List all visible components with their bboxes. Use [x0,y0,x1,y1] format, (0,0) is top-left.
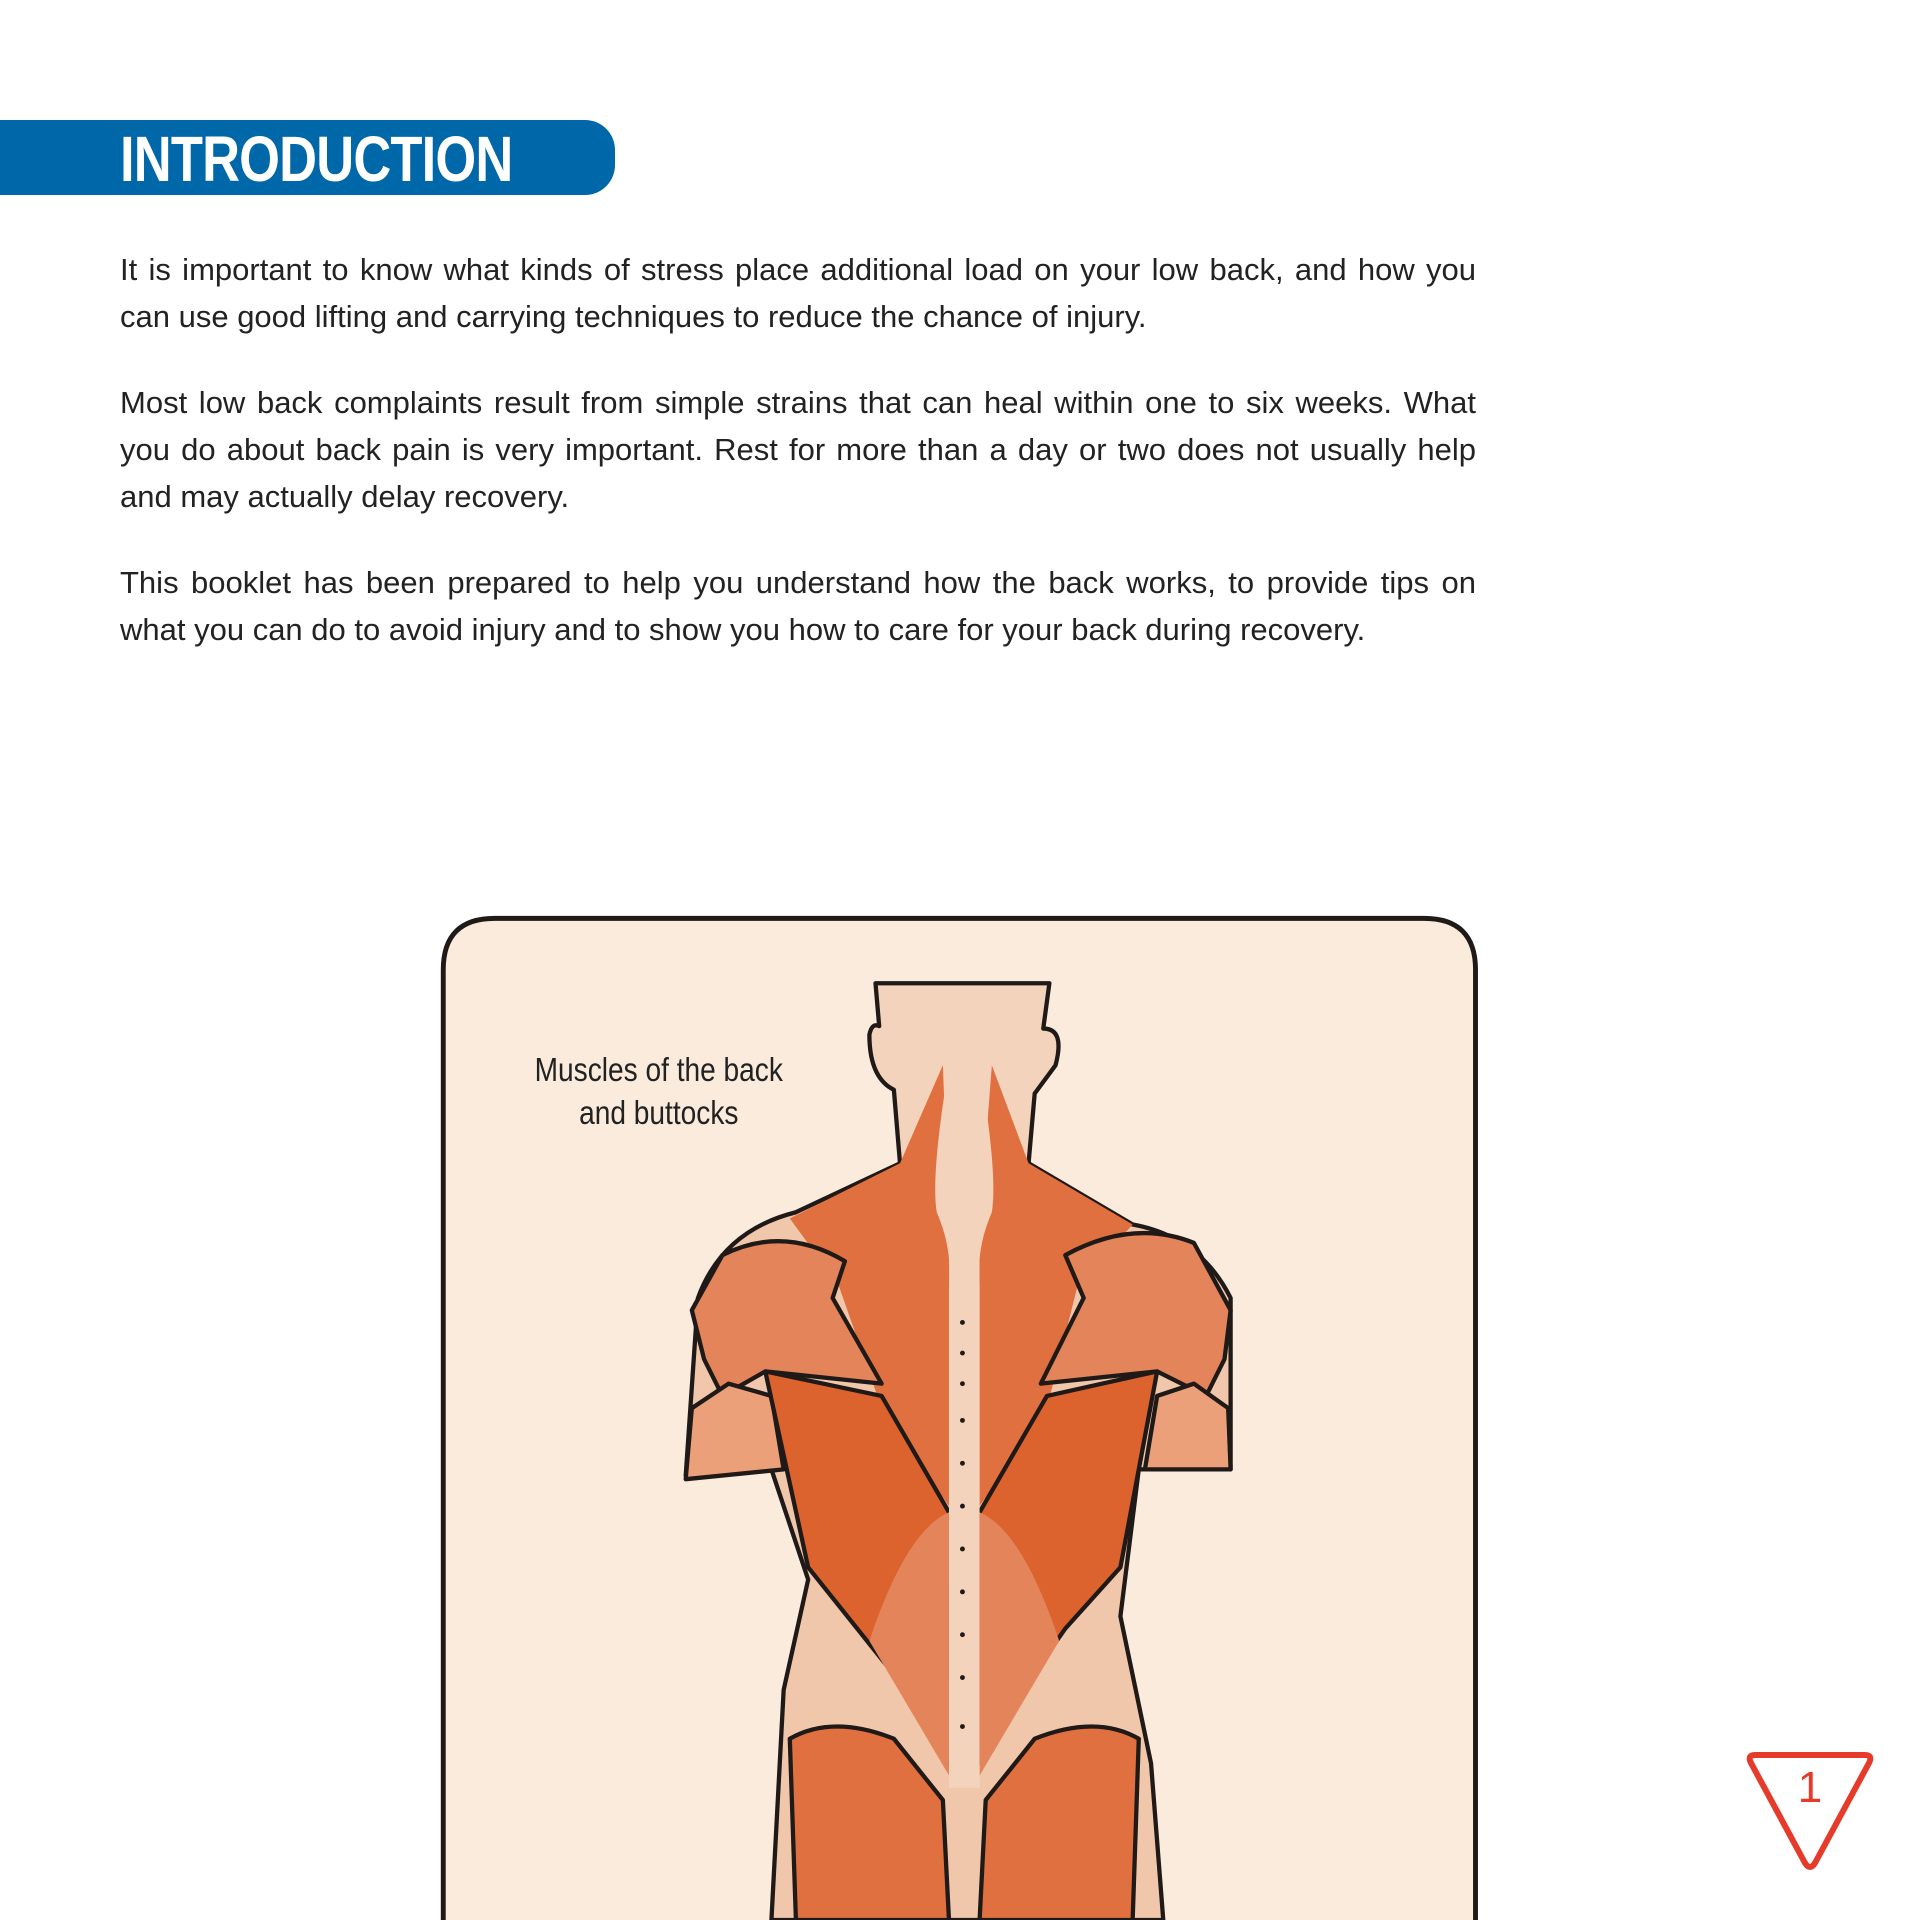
paragraph: This booklet has been prepared to help you understand how the back works, to provide tips on what you can do to avoid injury and to show you how to care for your back during recovery. [120,565,1476,647]
section-title: INTRODUCTION [120,123,513,195]
paragraph: Most low back complaints result from simple strains that can heal within one to six weeks. What you do about back pain is very important. Rest for more than a day or two does not usually help and may actually delay recovery. [120,385,1476,514]
figure-caption-line1: Muscles of the back [534,1051,783,1089]
figure-caption-line2: and buttocks [579,1093,739,1132]
paragraph: It is important to know what kinds of stress place additional load on your low back, and how you can use good lifting and carrying techniques to reduce the chance of injury. [120,252,1476,334]
page-number-marker [1745,1745,1875,1875]
page-number: 1 [1797,1763,1823,1812]
